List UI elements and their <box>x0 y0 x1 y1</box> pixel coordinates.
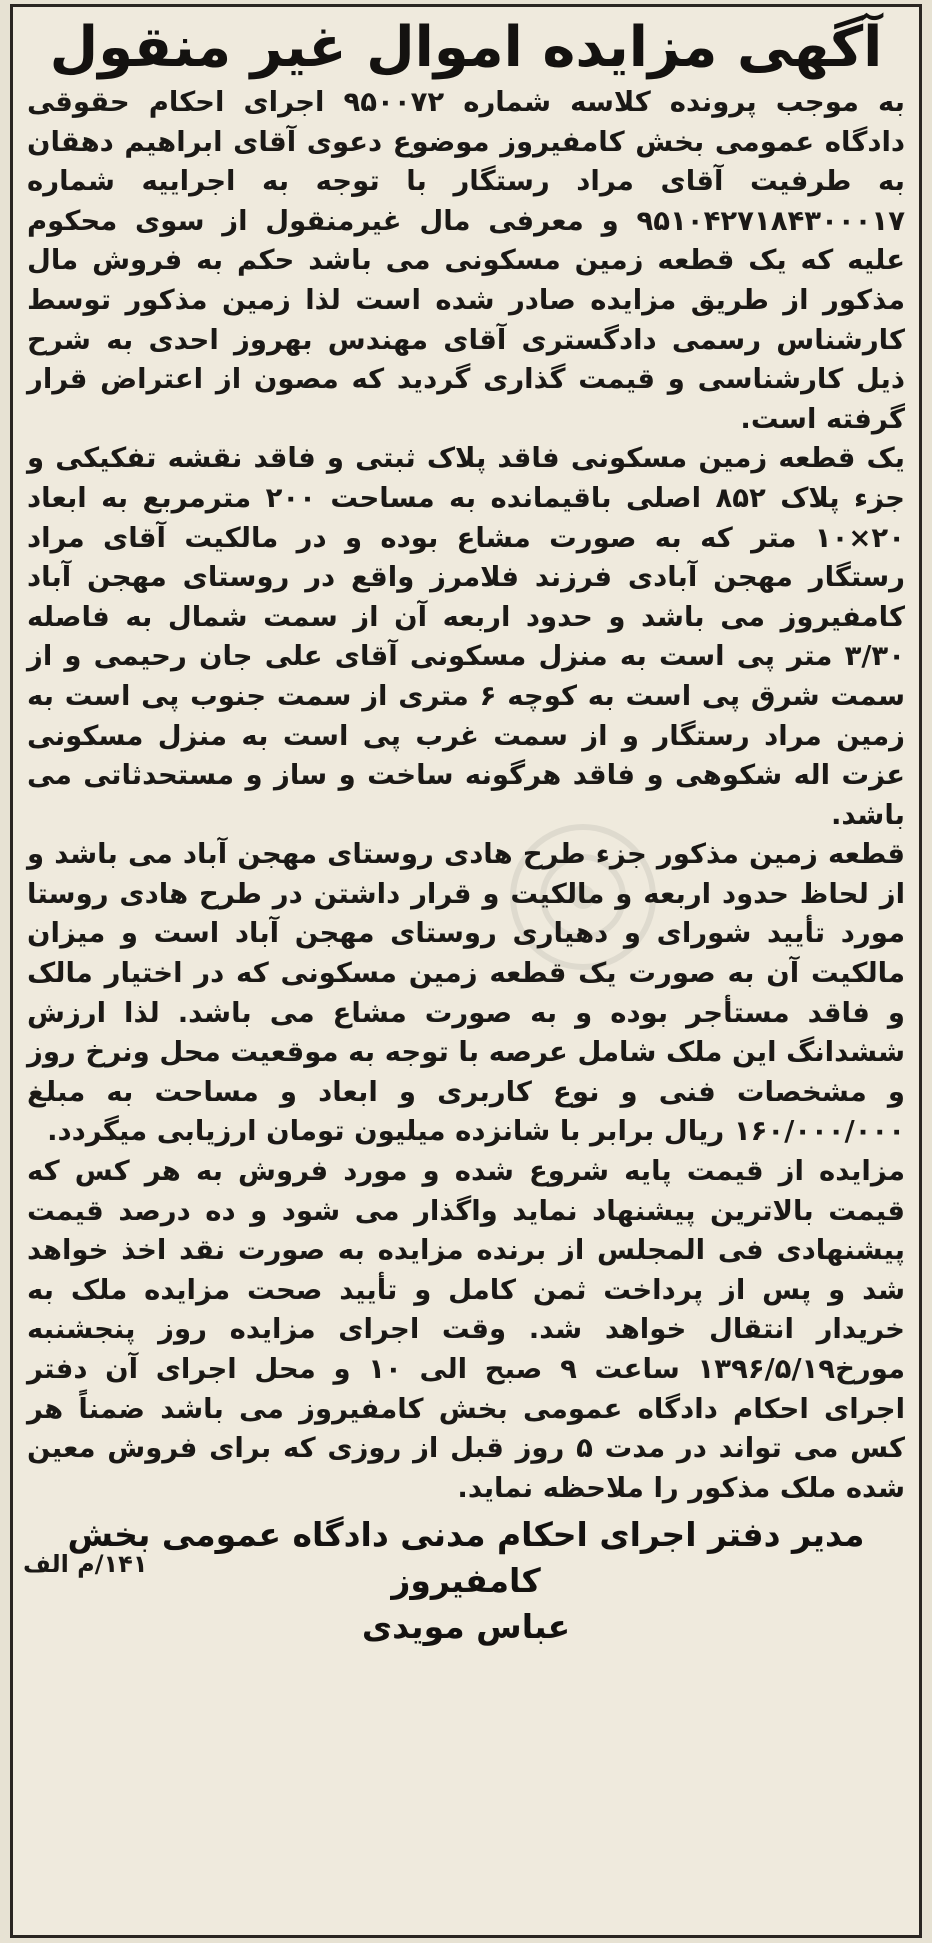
notice-paragraph-1: به موجب پرونده کلاسه شماره ۹۵۰۰۷۲ اجرای احکام حقوقی دادگاه عمومی بخش کامفیروز موضوع دعوی آقای ابراهیم دهقان به طرفیت آقای مراد رستگار با توجه به اجراییه شماره ۹۵۱۰۴۲۷۱۸۴۳۰۰۰۱۷ و معرفی مال غیرمنقول از سوی محکوم علیه که یک قطعه زمین مسکونی می باشد حکم به فروش مال مذکور از طریق مزایده صادر شده است لذا زمین مذکور توسط کارشناس رسمی دادگستری آقای مهندس بهروز احدی به شرح ذیل کارشناسی و قیمت گذاری گردید که مصون از اعتراض قرار گرفته است. <box>27 86 905 435</box>
notice-paragraph-2: یک قطعه زمین مسکونی فاقد پلاک ثبتی و فاقد نقشه تفکیکی و جزء پلاک ۸۵۲ اصلی باقیمانده به مساحت ۲۰۰ مترمربع به ابعاد ۲۰×۱۰ متر که به صورت مشاع بوده و در مالکیت آقای مراد رستگار مهجن آبادی فرزند فلامرز واقع در روستای مهجن آباد کامفیروز می باشد و حدود اربعه آن از سمت شمال به فاصله ۳/۳۰ متر پی است به منزل مسکونی آقای علی جان رحیمی و از سمت شرق پی است به کوچه ۶ متری از سمت جنوب پی است به زمین مراد رستگار و از سمت غرب پی است به منزل مسکونی عزت اله شکوهی و فاقد هرگونه ساخت و ساز و مستحدثاتی می باشد. <box>27 442 906 831</box>
signature-title: مدیر دفتر اجرای احکام مدنی دادگاه عمومی بخش کامفیروز <box>67 1515 865 1601</box>
notice-content <box>21 13 911 1929</box>
reference-code: ۱۴۱/م الف <box>23 1550 148 1578</box>
notice-paragraph-4: مزایده از قیمت پایه شروع شده و مورد فروش به هر کس که قیمت بالاترین پیشنهاد نماید واگذار می شود و ده درصد قیمت پیشنهادی فی المجلس از برنده مزایده به صورت نقد اخذ خواهد شد و پس از پرداخت ثمن کامل و تأیید صحت مزایده ملک به خریدار انتقال خواهد شد. وقت اجرای مزایده روز پنجشنبه مورخ۱۳۹۶/۵/۱۹ ساعت ۹ صبح الی ۱۰ و محل اجرای آن دفتر اجرای احکام دادگاه عمومی بخش کامفیروز می باشد ضمناً هر کس می تواند در مدت ۵ روز قبل از روزی که برای فروش معین شده ملک مذکور را ملاحظه نماید. <box>27 1155 906 1504</box>
notice-title: آگهی مزایده اموال غیر منقول <box>49 15 883 80</box>
signature-name: عباس مویدی <box>361 1607 571 1647</box>
notice-body <box>21 83 911 1508</box>
signature-block <box>21 1512 911 1650</box>
notice-paragraph-3: قطعه زمین مذکور جزء طرح هادی روستای مهجن آباد می باشد و از لحاظ حدود اربعه و مالکیت و قرار داشتن در طرح هادی روستا مورد تأیید شورای و دهیاری روستای مهجن آباد است و میزان مالکیت آن به صورت یک قطعه زمین مسکونی که در اختیار مالک و فاقد مستأجر بوده و به صورت مشاع می باشد. لذا ارزش ششدانگ این ملک شامل عرصه با توجه به موقعیت محل ونرخ روز و مشخصات فنی و نوع کاربری و ابعاد و مساحت به مبلغ ۱۶۰/۰۰۰/۰۰۰ ریال برابر با شانزده میلیون تومان ارزیابی میگردد. <box>27 838 905 1148</box>
notice-paper <box>10 4 922 1938</box>
